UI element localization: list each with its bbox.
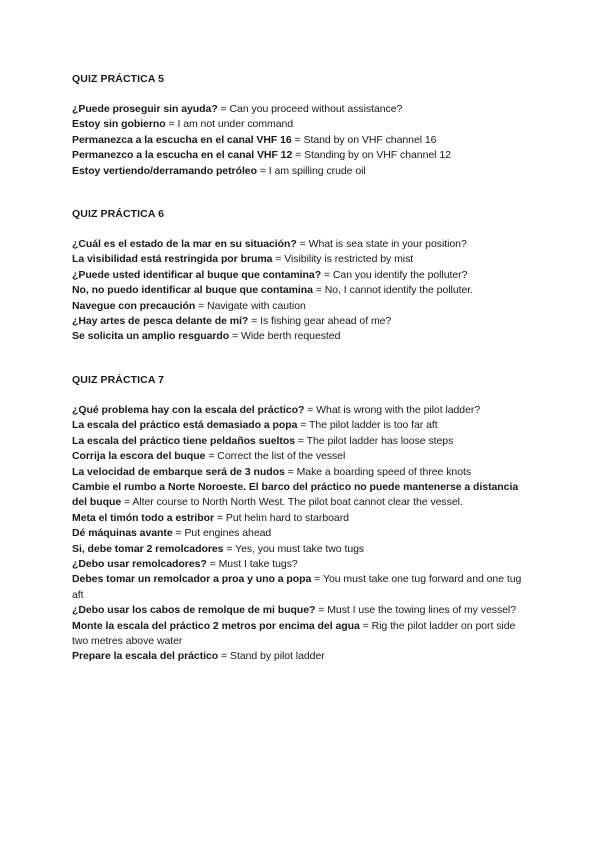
english-phrase: Must I take tugs? (218, 557, 298, 570)
english-phrase: The pilot ladder is too far aft (309, 419, 438, 432)
english-phrase: Navigate with caution (207, 299, 306, 312)
phrase-line (72, 133, 528, 148)
english-phrase: No, I cannot identify the polluter. (324, 284, 474, 297)
equals-separator: = (321, 268, 333, 281)
phrase-line (72, 237, 528, 252)
english-phrase: What is sea state in your position? (308, 238, 467, 251)
english-phrase: Rig the pilot ladder on port side two metres above water (72, 619, 516, 647)
equals-separator: = (206, 557, 219, 570)
spanish-phrase: La visibilidad está restringida por bruma (72, 253, 273, 266)
spanish-phrase: La escala del práctico tiene peldaños sueltos (72, 434, 295, 447)
english-phrase: Visibility is restricted by mist (284, 253, 414, 266)
phrase-line (72, 572, 528, 603)
phrase-line (72, 164, 528, 179)
english-phrase: Yes, you must take two tugs (235, 542, 365, 555)
english-phrase: Can you proceed without assistance? (229, 103, 403, 115)
phrase-list (72, 102, 528, 179)
english-phrase: I am spilling crude oil (268, 164, 366, 177)
spanish-phrase: Monte la escala del práctico 2 metros por encima del agua (72, 619, 360, 632)
english-phrase: Put helm hard to starboard (225, 511, 349, 524)
english-phrase: Must I use the towing lines of my vessel? (327, 604, 517, 617)
section-title: QUIZ PRÁCTICA 5 (72, 73, 165, 85)
spanish-phrase: Cambie el rumbo a Norte Noroeste. El barco del práctico no puede mantenerse a distancia del buque (72, 480, 519, 509)
equals-separator: = (165, 118, 178, 131)
english-phrase: Alter course to North North West. The pilot boat cannot clear the vessel. (132, 496, 463, 509)
equals-separator: = (205, 450, 218, 463)
phrase-line (72, 619, 528, 650)
phrase-line (72, 480, 528, 511)
phrase-list (72, 403, 528, 665)
equals-separator: = (291, 133, 304, 146)
equals-separator: = (223, 542, 236, 555)
section-title: QUIZ PRÁCTICA 6 (72, 208, 165, 221)
equals-separator: = (295, 434, 307, 447)
spanish-phrase: ¿Hay artes de pesca delante de mí? (72, 315, 249, 328)
equals-separator: = (296, 238, 309, 251)
english-phrase: Is fishing gear ahead of me? (260, 315, 392, 328)
english-phrase: You must take one tug forward and one tug aft (72, 573, 522, 601)
english-phrase: Make a boarding speed of three knots (296, 465, 472, 478)
document-page (72, 72, 528, 665)
spanish-phrase: Dé máquinas avante (72, 527, 173, 540)
phrase-line (72, 117, 528, 132)
equals-separator: = (229, 330, 241, 343)
phrase-line (72, 649, 528, 664)
spanish-phrase: Se solicita un amplio resguardo (72, 330, 230, 343)
phrase-line (72, 542, 528, 557)
phrase-line (72, 283, 528, 298)
spanish-phrase: ¿Qué problema hay con la escala del práctico? (72, 403, 305, 416)
equals-separator: = (297, 419, 310, 432)
spanish-phrase: La velocidad de embarque será de 3 nudos (72, 465, 285, 478)
phrase-line (72, 314, 528, 329)
quiz-section-7 (72, 373, 528, 665)
english-phrase: Correct the list of the vessel (217, 450, 346, 463)
quiz-section-5 (72, 72, 528, 179)
english-phrase: Can you identify the polluter? (332, 268, 468, 281)
phrase-line (72, 434, 528, 449)
phrase-line (72, 148, 528, 163)
phrase-line (72, 526, 528, 541)
spanish-phrase: ¿Debo usar los cabos de remolque de mi buque? (72, 604, 316, 617)
equals-separator: = (272, 253, 285, 266)
spanish-phrase: La escala del práctico está demasiado a popa (72, 419, 298, 432)
spanish-phrase: No, no puedo identificar al buque que contamina (72, 284, 313, 297)
english-phrase: The pilot ladder has loose steps (306, 434, 454, 447)
spanish-phrase: Corrija la escora del buque (72, 450, 206, 463)
phrase-line (72, 603, 528, 618)
spanish-phrase: ¿Puede proseguir sin ayuda? (72, 103, 218, 115)
phrase-line (72, 557, 528, 572)
spanish-phrase: Permanezca a la escucha en el canal VHF 16 (72, 133, 292, 146)
equals-separator: = (292, 149, 305, 162)
spanish-phrase: Si, debe tomar 2 remolcadores (72, 542, 224, 555)
phrase-line (72, 252, 528, 267)
english-phrase: Wide berth requested (240, 330, 341, 343)
english-phrase: I am not under command (177, 118, 294, 131)
phrase-line (72, 449, 528, 464)
spanish-phrase: ¿Cuál es el estado de la mar en su situación? (72, 238, 297, 251)
equals-separator: = (284, 465, 297, 478)
quiz-section-6 (72, 207, 528, 345)
phrase-line (72, 299, 528, 314)
equals-separator: = (121, 496, 133, 509)
spanish-phrase: ¿Debo usar remolcadores? (72, 557, 207, 570)
english-phrase: Stand by on VHF channel 16 (303, 133, 437, 146)
spanish-phrase: Estoy vertiendo/derramando petróleo (72, 164, 257, 177)
english-phrase: Standing by on VHF channel 12 (304, 149, 451, 162)
spanish-phrase: Prepare la escala del práctico (72, 650, 219, 663)
equals-separator: = (248, 315, 261, 328)
equals-separator: = (304, 403, 317, 416)
equals-separator: = (195, 299, 208, 312)
spanish-phrase: Debes tomar un remolcador a proa y uno a popa (72, 573, 312, 586)
spanish-phrase: ¿Puede usted identificar al buque que contamina? (72, 268, 322, 281)
section-title: QUIZ PRÁCTICA 7 (72, 373, 165, 386)
english-phrase: What is wrong with the pilot ladder? (316, 403, 481, 416)
equals-separator: = (172, 527, 185, 540)
phrase-list (72, 237, 528, 345)
spanish-phrase: Permanezco a la escucha en el canal VHF 12 (72, 149, 293, 162)
phrase-line (72, 329, 528, 344)
equals-separator: = (315, 604, 328, 617)
phrase-line (72, 465, 528, 480)
phrase-line (72, 102, 528, 117)
spanish-phrase: Meta el timón todo a estribor (72, 511, 215, 524)
spanish-phrase: Estoy sin gobierno (72, 118, 166, 131)
phrase-line (72, 511, 528, 526)
equals-separator: = (214, 511, 226, 524)
equals-separator: = (256, 164, 269, 177)
equals-separator: = (312, 284, 325, 297)
equals-separator: = (217, 103, 230, 115)
english-phrase: Put engines ahead (184, 527, 272, 540)
equals-separator: = (359, 619, 372, 632)
phrase-line (72, 403, 528, 418)
spanish-phrase: Navegue con precaución (72, 299, 196, 312)
phrase-line (72, 418, 528, 433)
equals-separator: = (311, 573, 323, 586)
phrase-line (72, 268, 528, 283)
equals-separator: = (218, 650, 230, 663)
english-phrase: Stand by pilot ladder (230, 650, 325, 663)
